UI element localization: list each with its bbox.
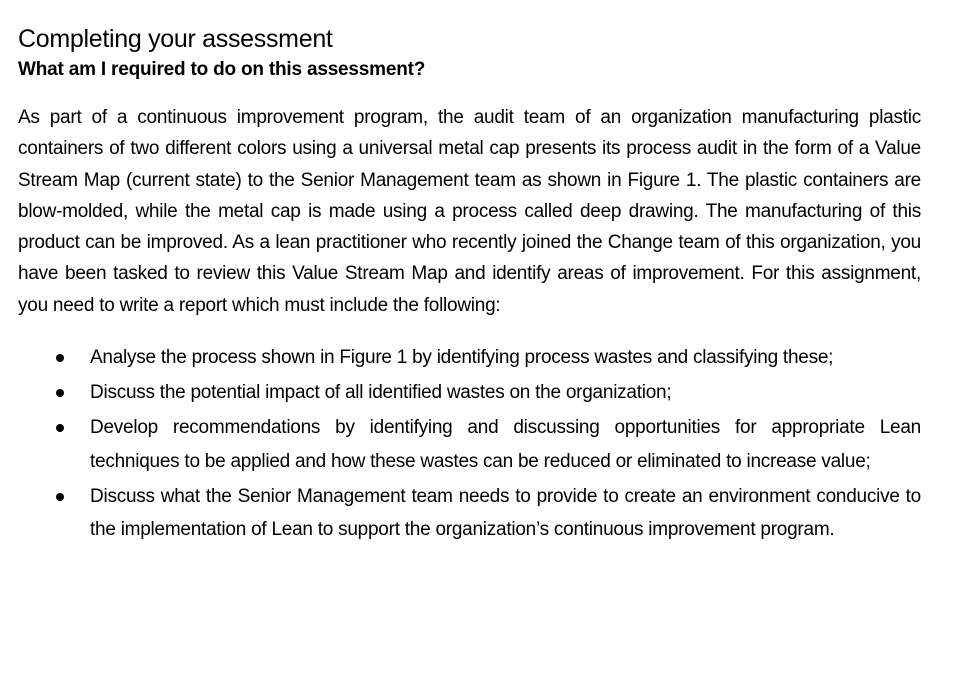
requirements-list: [18, 341, 921, 547]
list-item: [18, 376, 921, 410]
intro-paragraph: As part of a continuous improvement program, the audit team of an organization manufacturing plastic containers of two different colors using a universal metal cap presents its process audit in the form of a Value Stream Map (current state) to the Senior Management team as shown in Figure 1. The plastic containers are blow-molded, while the metal cap is made using a process called deep drawing. The manufacturing of this product can be improved. As a lean practitioner who recently joined the Change team of this organization, you have been tasked to review this Value Stream Map and identify areas of improvement. For this assignment, you need to write a report which must include the following:: [18, 107, 921, 316]
list-item: [18, 411, 921, 478]
requirement-text: Discuss what the Senior Management team needs to provide to create an environment conducive to the implementation of Lean to support the organization’s continuous improvement program.: [90, 485, 921, 541]
bullet-icon: [56, 493, 64, 501]
page-title: Completing your assessment: [18, 25, 333, 53]
assessment-page: [18, 22, 921, 548]
list-item: [18, 341, 921, 375]
bullet-icon: [56, 354, 64, 362]
bullet-icon: [56, 424, 64, 432]
requirement-text: Develop recommendations by identifying and discussing opportunities for appropriate Lean techniques to be applied and how these wastes can be reduced or eliminated to increase value;: [90, 417, 921, 472]
bullet-icon: [56, 389, 64, 397]
list-item: [18, 480, 921, 547]
section-subtitle: What am I required to do on this assessment?: [18, 59, 426, 80]
requirement-text: Discuss the potential impact of all identified wastes on the organization;: [90, 382, 672, 404]
requirement-text: Analyse the process shown in Figure 1 by identifying process wastes and classifying these;: [90, 347, 834, 369]
